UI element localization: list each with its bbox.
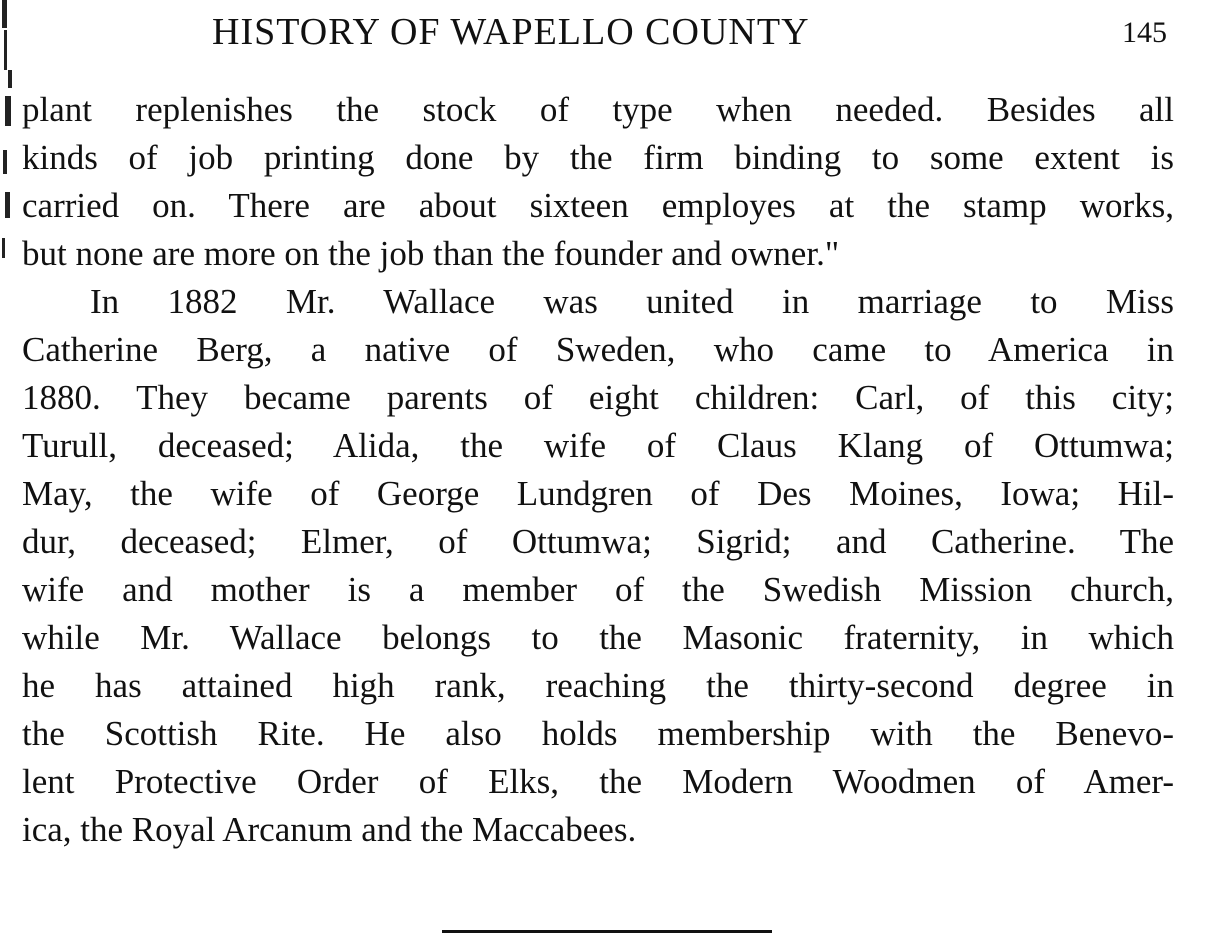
text-line: May, the wife of George Lundgren of Des Moines, Iowa; Hil- — [22, 474, 1174, 513]
text-line: lent Protective Order of Elks, the Modern Woodmen of Amer- — [22, 762, 1174, 801]
page-number: 145 — [1122, 16, 1167, 49]
text-line: he has attained high rank, reaching the thirty-second degree in — [22, 666, 1174, 705]
text-line: In 1882 Mr. Wallace was united in marriage to Miss — [90, 282, 1174, 321]
text-line: Catherine Berg, a native of Sweden, who came to America in — [22, 330, 1174, 369]
section-end-rule — [442, 930, 772, 933]
running-head — [0, 10, 1206, 70]
text-line: carried on. There are about sixteen employes at the stamp works, — [22, 186, 1174, 225]
text-line: the Scottish Rite. He also holds membership with the Benevo- — [22, 714, 1174, 753]
text-line: plant replenishes the stock of type when needed. Besides all — [22, 90, 1174, 129]
text-line: 1880. They became parents of eight children: Carl, of this city; — [22, 378, 1174, 417]
text-line: but none are more on the job than the founder and owner." — [22, 234, 840, 273]
text-line: dur, deceased; Elmer, of Ottumwa; Sigrid; and Catherine. The — [22, 522, 1174, 561]
paragraph-continuation — [22, 86, 1174, 278]
text-line: wife and mother is a member of the Swedish Mission church, — [22, 570, 1174, 609]
body-text — [22, 86, 1174, 854]
text-line: kinds of job printing done by the firm binding to some extent is — [22, 138, 1174, 177]
paragraph-marriage — [22, 278, 1174, 854]
text-line: while Mr. Wallace belongs to the Masonic fraternity, in which — [22, 618, 1174, 657]
text-line: ica, the Royal Arcanum and the Maccabees. — [22, 810, 637, 849]
running-title: HISTORY OF WAPELLO COUNTY — [212, 11, 810, 53]
text-line: Turull, deceased; Alida, the wife of Claus Klang of Ottumwa; — [22, 426, 1174, 465]
